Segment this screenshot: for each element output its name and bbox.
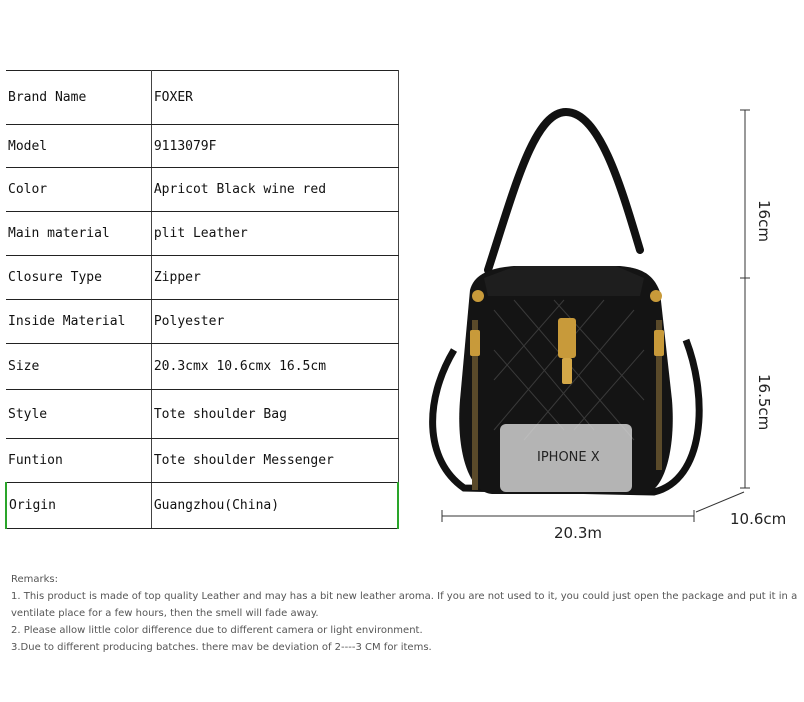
remarks-section xyxy=(11,571,798,656)
spec-value: Tote shoulder Bag xyxy=(151,390,398,439)
bag-handle xyxy=(488,112,640,270)
spec-key: Color xyxy=(6,168,151,212)
product-image xyxy=(404,100,800,550)
spec-key: Model xyxy=(6,125,151,168)
spec-value: plit Leather xyxy=(151,212,398,256)
ring-left xyxy=(472,290,484,302)
spec-row-brand xyxy=(6,71,398,125)
spec-key: Brand Name xyxy=(6,71,151,125)
spec-key: Funtion xyxy=(6,439,151,483)
spec-row-material xyxy=(6,212,398,256)
remarks-title: Remarks: xyxy=(11,574,59,585)
remark-line: ventilate place for a few hours, then the smell will fade away. xyxy=(11,608,319,619)
remark-line: 2. Please allow little color difference due to different camera or light environment. xyxy=(11,625,423,636)
remark-line: 1. This product is made of top quality Leather and may has a bit new leather aroma. If you are not used to it, you could just open the package and put it in a xyxy=(11,591,798,602)
handbag-illustration xyxy=(404,100,800,550)
spec-value: Apricot Black wine red xyxy=(151,168,398,212)
lock-clasp xyxy=(558,318,576,358)
spec-row-function xyxy=(6,439,398,483)
remark-line: 3.Due to different producing batches. there mav be deviation of 2----3 CM for items. xyxy=(11,642,432,653)
spec-table xyxy=(5,70,399,529)
handle-height-label: 16cm xyxy=(755,200,773,242)
spec-value: 20.3cmx 10.6cmx 16.5cm xyxy=(151,344,398,390)
spec-row-closure xyxy=(6,256,398,300)
width-label: 20.3m xyxy=(554,524,603,542)
body-height-label: 16.5cm xyxy=(755,374,773,431)
phone-label: IPHONE X xyxy=(537,450,600,465)
spec-value: Guangzhou(China) xyxy=(151,483,398,529)
spec-row-model xyxy=(6,125,398,168)
ring-right xyxy=(650,290,662,302)
spec-value: 9113079F xyxy=(151,125,398,168)
spec-value: FOXER xyxy=(151,71,398,125)
spec-key: Style xyxy=(6,390,151,439)
spec-key: Main material xyxy=(6,212,151,256)
spec-key: Origin xyxy=(6,483,151,529)
spec-key: Inside Material xyxy=(6,300,151,344)
bag-top xyxy=(484,266,644,296)
spec-key: Size xyxy=(6,344,151,390)
spec-row-color xyxy=(6,168,398,212)
depth-label: 10.6cm xyxy=(730,510,787,528)
spec-row-size xyxy=(6,344,398,390)
spec-value: Zipper xyxy=(151,256,398,300)
spec-row-style xyxy=(6,390,398,439)
spec-key: Closure Type xyxy=(6,256,151,300)
lock-tab xyxy=(562,358,572,384)
spec-row-origin xyxy=(6,483,398,529)
spec-value: Polyester xyxy=(151,300,398,344)
spec-row-inside xyxy=(6,300,398,344)
zipper-pull-right xyxy=(654,330,664,356)
spec-value: Tote shoulder Messenger xyxy=(151,439,398,483)
zipper-pull-left xyxy=(470,330,480,356)
